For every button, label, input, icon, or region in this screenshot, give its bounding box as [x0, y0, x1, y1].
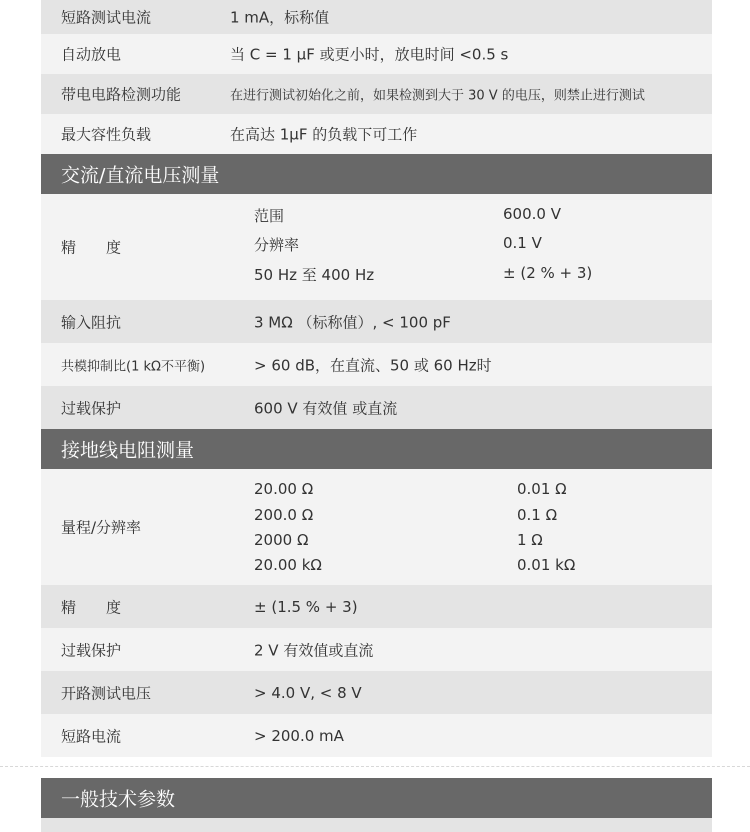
resolution-value: 0.1 V — [503, 234, 542, 252]
general-section — [41, 778, 712, 832]
spec-value: > 60 dB，在直流、50 或 60 Hz时 — [254, 356, 492, 374]
spec-row-auto-discharge — [41, 34, 712, 74]
spec-value: 在高达 1μF 的负载下可工作 — [230, 125, 418, 144]
section-title: 交流/直流电压测量 — [61, 164, 220, 187]
spec-label: 量程/分辨率 — [61, 518, 142, 537]
section-header-general — [41, 778, 712, 818]
range-value: 20.00 Ω — [254, 480, 314, 498]
spec-value: 当 C = 1 μF 或更小时，放电时间 <0.5 s — [230, 45, 509, 64]
spec-value: ± (1.5 % + 3) — [254, 597, 358, 616]
section-header-acdc — [41, 154, 712, 194]
spec-row-overload-ground — [41, 628, 712, 671]
spec-row-accuracy-ground — [41, 585, 712, 628]
resolution-value: 0.1 Ω — [517, 506, 558, 524]
spec-label: 共模抑制比(1 kΩ不平衡) — [61, 359, 206, 374]
spec-label: 自动放电 — [61, 45, 122, 64]
section-title: 接地线电阻测量 — [61, 439, 195, 462]
spec-row-cutoff — [41, 818, 712, 832]
range-value: 600.0 V — [503, 205, 561, 223]
spec-label: 过载保护 — [61, 641, 122, 659]
section-header-ground — [41, 429, 712, 469]
range-label: 范围 — [254, 207, 285, 225]
spec-label: 精 度 — [61, 238, 122, 257]
spec-row-overload-acdc — [41, 386, 712, 429]
resolution-label: 分辨率 — [254, 236, 300, 254]
section-title: 一般技术参数 — [61, 788, 176, 811]
spec-value: 在进行测试初始化之前，如果检测到大于 30 V 的电压，则禁止进行测试 — [230, 88, 645, 104]
spec-label: 精 度 — [61, 598, 122, 616]
spec-table — [41, 0, 712, 757]
spec-value: > 4.0 V, < 8 V — [254, 683, 362, 702]
spec-label: 短路测试电流 — [61, 8, 152, 27]
spec-label: 最大容性负载 — [61, 125, 152, 144]
spec-row-capacitive-load — [41, 114, 712, 154]
frequency-label: 50 Hz 至 400 Hz — [254, 266, 375, 284]
spec-row-live-circuit — [41, 74, 712, 114]
range-value: 2000 Ω — [254, 531, 309, 549]
section-divider — [0, 766, 750, 767]
spec-row-open-voltage — [41, 671, 712, 714]
spec-label: 开路测试电压 — [61, 684, 152, 702]
spec-label: 输入阻抗 — [61, 313, 122, 331]
spec-row-short-circuit-current — [41, 714, 712, 757]
spec-value: 1 mA，标称值 — [230, 8, 330, 27]
resolution-value: 0.01 Ω — [517, 480, 567, 498]
spec-row-range-resolution — [41, 469, 712, 585]
spec-row-cmrr — [41, 343, 712, 386]
range-value: 200.0 Ω — [254, 506, 314, 524]
spec-row-input-impedance — [41, 300, 712, 343]
resolution-value: 1 Ω — [517, 531, 543, 549]
spec-value: 600 V 有效值 或直流 — [254, 399, 398, 417]
spec-label: 短路电流 — [61, 727, 122, 745]
accuracy-value: ± (2 % + 3) — [503, 264, 593, 282]
range-value: 20.00 kΩ — [254, 556, 322, 574]
spec-value: 2 V 有效值或直流 — [254, 641, 374, 659]
spec-value: 3 MΩ （标称值）, < 100 pF — [254, 313, 451, 331]
spec-label: 过载保护 — [61, 399, 122, 417]
spec-value: > 200.0 mA — [254, 726, 344, 745]
resolution-value: 0.01 kΩ — [517, 556, 576, 574]
spec-row-accuracy — [41, 194, 712, 300]
spec-label: 带电电路检测功能 — [61, 85, 182, 104]
spec-row-short-current — [41, 0, 712, 34]
